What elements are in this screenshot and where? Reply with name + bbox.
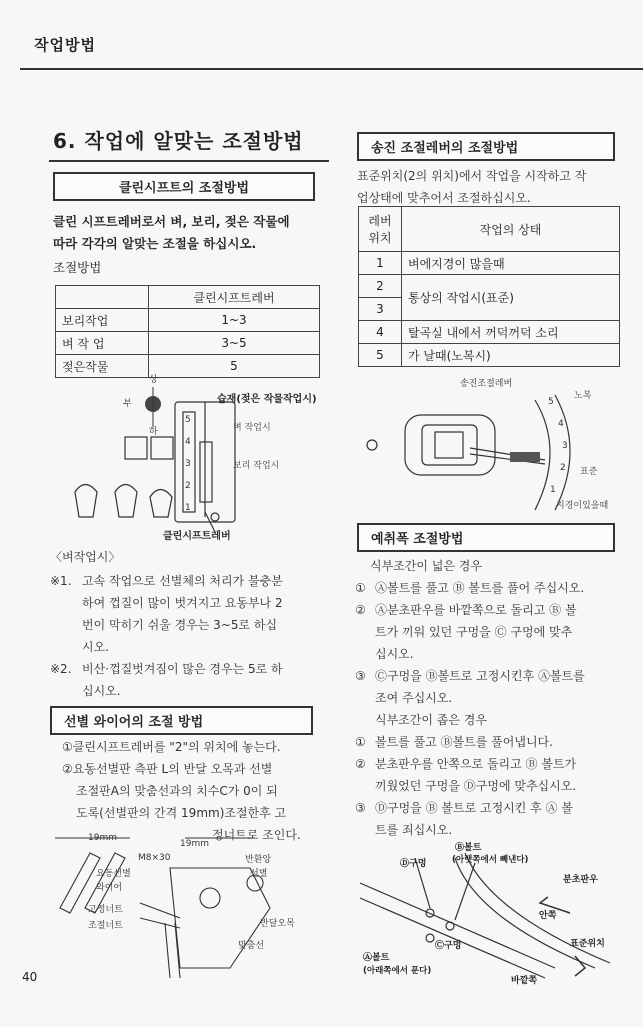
- value-cell: 3~5: [149, 332, 320, 355]
- value-cell: 1~3: [149, 309, 320, 332]
- step-mark: ②: [355, 603, 366, 617]
- state-cell: 탈곡실 내에서 꺼덕꺼덕 소리: [402, 321, 620, 344]
- wire-heading: 선별 와이어의 조절 방법: [50, 706, 313, 735]
- feed-intro: [357, 165, 627, 209]
- pos-cell: 5: [359, 344, 402, 367]
- step: [355, 797, 620, 841]
- table-row: [56, 309, 320, 332]
- label-bottom: 지경이있을때: [556, 501, 609, 511]
- label-rice: 벼 작업시: [233, 423, 271, 433]
- scale-5: 5: [548, 397, 554, 407]
- label-top: 노복: [574, 391, 592, 401]
- state-cell: 통상의 작업시(표준): [402, 275, 620, 321]
- label-front: 부: [123, 399, 132, 409]
- page-number: 40: [22, 970, 38, 984]
- pos-cell: 4: [359, 321, 402, 344]
- scale-2: 2: [185, 481, 191, 491]
- intro-line: 클린 시프트레버로서 벼, 보리, 젖은 작물에: [53, 214, 290, 229]
- step: [355, 665, 620, 709]
- step-line: Ⓒ구멍을 Ⓑ볼트로 고정시킨후 Ⓐ볼트를: [375, 669, 585, 683]
- feed-heading: 송진 조절레버의 조절방법: [357, 132, 615, 161]
- note-mark: ※1.: [50, 574, 72, 588]
- note-line: 비산·껍질벗겨짐이 많은 경우는 5로 하: [82, 662, 283, 676]
- pos-cell: 3: [359, 298, 402, 321]
- step-line: 십시오.: [375, 647, 414, 661]
- label-up: 상: [149, 375, 158, 385]
- wide-steps: [355, 577, 620, 709]
- state-cell: 가 날때(노복시): [402, 344, 620, 367]
- step-line: Ⓐ분초판우를 바깥쪽으로 돌리고 Ⓑ 볼: [375, 603, 577, 617]
- label-half: 반환앙: [245, 855, 272, 865]
- table-row: [359, 275, 620, 298]
- scale-2: 2: [560, 463, 566, 473]
- step: [355, 577, 620, 599]
- intro-line: 업상태에 맞추어서 조절하십시오.: [357, 191, 531, 205]
- step-line: 끼웠었던 구멍을 Ⓓ구멍에 맞추십시오.: [375, 779, 577, 793]
- step-line: Ⓓ구멍을 Ⓑ 볼트로 고정시킨 후 Ⓐ 볼: [375, 801, 573, 815]
- section-title: 6. 작업에 알맞는 조절방법: [53, 129, 304, 153]
- label-align: 맞춤선: [238, 941, 265, 951]
- lever-caption: 클린시프트레버: [163, 531, 231, 542]
- label-bolt-b-sub: (아랫쪽에서 빼낸다): [452, 855, 529, 865]
- note-line: 번이 막히기 쉬울 경우는 3~5로 하십: [82, 618, 278, 632]
- bolt-size: M8×30: [138, 853, 171, 863]
- label-bolt-b: Ⓑ볼트: [455, 843, 482, 853]
- label-hole-c: Ⓒ구멍: [435, 941, 462, 951]
- header-divider: [20, 68, 643, 70]
- scale-1: 1: [185, 503, 191, 513]
- step-line: 트를 죄십시오.: [375, 823, 453, 837]
- clean-shift-lever-figure: [55, 372, 340, 542]
- step-line: 볼트를 풀고 Ⓑ볼트를 풀어냅니다.: [375, 735, 553, 749]
- notes-title: 〈벼작업시〉: [50, 550, 121, 564]
- label-wire: 와이어: [96, 883, 123, 893]
- value-cell: 5: [149, 355, 320, 378]
- note-mark: ※2.: [50, 662, 72, 676]
- label-outer: 바깥쪽: [511, 976, 538, 986]
- step-mark: ③: [355, 669, 366, 683]
- clean-shift-intro: [53, 211, 323, 255]
- scale-3: 3: [185, 459, 191, 469]
- feed-lever-figure: [360, 370, 620, 515]
- label-wet-crop: 습재(젖은 작물작업시): [217, 394, 317, 405]
- step-mark: ①: [355, 735, 366, 749]
- col-state: 작업의 상태: [402, 207, 620, 252]
- label-select: 선별: [250, 869, 268, 879]
- clean-shift-heading: 클린시프트의 조절방법: [53, 172, 315, 201]
- label-plate: 분초판우: [563, 875, 598, 885]
- label-adj-nut: 조절너트: [88, 921, 123, 931]
- wide-title: 식부조간이 넓은 경우: [370, 559, 482, 573]
- label-bolt-a-sub: (아래쪽에서 푼다): [363, 966, 432, 976]
- step: [355, 731, 620, 753]
- intro-line: 표준위치(2의 위치)에서 작업을 시작하고 작: [357, 169, 587, 183]
- table-row: [56, 332, 320, 355]
- scale-4: 4: [185, 437, 191, 447]
- label-shaker: 요동선별: [96, 869, 131, 879]
- pos-cell: 1: [359, 252, 402, 275]
- wire-line: ①클린시프트레버를 "2"의 위치에 놓는다.: [62, 740, 281, 754]
- intro-line: 따라 각각의 알맞는 조절을 하십시오.: [53, 236, 257, 251]
- table-corner-cell: [56, 286, 149, 309]
- scale-5: 5: [185, 415, 191, 425]
- note-2: [50, 658, 320, 702]
- step: [355, 753, 620, 797]
- crop-cell: 젖은작물: [56, 355, 149, 378]
- state-cell: 벼에지경이 많을때: [402, 252, 620, 275]
- wire-line: 정너트로 조인다.: [212, 828, 301, 842]
- section-title-rule: [49, 160, 329, 162]
- label-half-concave: 반달오목: [260, 919, 295, 929]
- label-hole-d: Ⓓ구멍: [400, 859, 427, 869]
- scale-1: 1: [550, 485, 556, 495]
- wire-line: ②요동선별판 측판 L의 반달 오목과 선별: [62, 762, 273, 776]
- step-line: 분초판우를 안쪽으로 돌리고 Ⓑ 볼트가: [375, 757, 577, 771]
- note-line: 하여 껍질이 많이 벗겨지고 요동부나 2: [82, 596, 283, 610]
- table-row: [359, 321, 620, 344]
- label-inner: 안쪽: [539, 911, 557, 921]
- narrow-title: 식부조간이 좁은 경우: [375, 713, 487, 727]
- step-mark: ①: [355, 581, 366, 595]
- note-line: 십시오.: [82, 684, 121, 698]
- label-standard: 표준: [580, 467, 598, 477]
- label-feed-lever: 송진조절레버: [460, 379, 513, 389]
- label-barley: 보리 작업시: [233, 461, 280, 471]
- label-standard-position: 표준위치: [570, 939, 605, 949]
- pos-cell: 2: [359, 275, 402, 298]
- wire-line: 도록(선별판의 간격 19mm)조절한후 고: [76, 806, 287, 820]
- scale-3: 3: [562, 441, 568, 451]
- dim-right: 19mm: [180, 839, 209, 849]
- note-line: 고속 작업으로 선별체의 처리가 불충분: [82, 574, 283, 588]
- step-mark: ②: [355, 757, 366, 771]
- col-lever-position: 레버위치: [359, 207, 402, 252]
- note-line: 시오.: [82, 640, 109, 654]
- crop-cell: 벼 작 업: [56, 332, 149, 355]
- label-bolt-a: Ⓐ볼트: [363, 953, 390, 963]
- method-label: 조절방법: [53, 260, 102, 275]
- clean-shift-table: [55, 285, 320, 378]
- feed-table: [358, 206, 620, 367]
- crop-cell: 보리작업: [56, 309, 149, 332]
- note-1: [50, 570, 320, 658]
- table-row: [359, 344, 620, 367]
- step-line: 트가 끼워 있던 구멍을 Ⓒ 구멍에 맞추: [375, 625, 573, 639]
- label-down: 하: [149, 427, 158, 437]
- step-line: Ⓐ볼트를 풀고 Ⓑ 볼트를 풀어 주십시오.: [375, 581, 585, 595]
- label-fix-nut: 고정너트: [88, 905, 123, 915]
- scale-4: 4: [558, 419, 564, 429]
- narrow-steps: [355, 731, 620, 841]
- chaff-plate-figure: [355, 838, 625, 988]
- dim-left: 19mm: [88, 833, 117, 843]
- table-header: 클린시프트레버: [149, 286, 320, 309]
- page-header-title: 작업방법: [34, 36, 96, 54]
- step-mark: ③: [355, 801, 366, 815]
- step: [355, 599, 620, 665]
- wire-line: 조절판A의 맞춤선과의 치수C가 0이 되: [76, 784, 278, 798]
- step-line: 조여 주십시오.: [375, 691, 453, 705]
- table-row: [359, 252, 620, 275]
- chaff-heading: 예취폭 조절방법: [357, 523, 615, 552]
- wire-adjust-figure: [40, 828, 325, 978]
